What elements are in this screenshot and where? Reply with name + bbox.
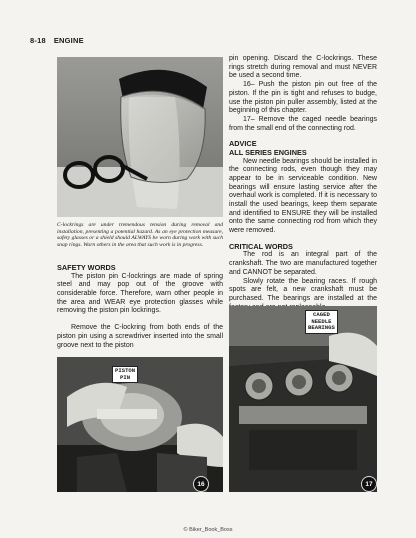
figure-16-number: 16 bbox=[193, 476, 209, 492]
critical-words-heading: CRITICAL WORDS bbox=[229, 241, 293, 251]
page-number: 8-18 bbox=[30, 36, 46, 45]
bearings-callout-line1: CAGED bbox=[313, 311, 330, 318]
step-16-paragraph: 16– Push the piston pin out free of the piston. If the pin is tight and refuses to budge, use the piston pin puller assembly, listed at the beginning of this chapter. bbox=[229, 81, 377, 115]
advice-heading: ADVICE bbox=[229, 139, 257, 149]
watermark-text: © Biker_Book_Boss bbox=[183, 527, 233, 533]
figure-16-photo bbox=[57, 357, 223, 492]
all-series-heading: ALL SERIES ENGINES bbox=[229, 147, 307, 157]
step-17-paragraph: 17– Remove the caged needle bearings from the small end of the connecting rod. bbox=[229, 115, 377, 132]
figure-17-photo bbox=[229, 306, 377, 492]
bearings-callout-line2: NEEDLE bbox=[311, 317, 332, 325]
figure-17-number: 17 bbox=[361, 476, 377, 492]
advice-paragraph: New needle bearings should be installed in the connecting rods, even though they may appear to be in serviceable condition. New bearings will ensure lasting service after the overhaul work is completed. If it is necessary to install the used bearings, keep them separate and identified to ENSURE they will be installed onto the same connecting rod from which they were removed. bbox=[229, 157, 377, 235]
bearings-callout-line3: BEARINGS bbox=[308, 324, 335, 332]
continued-paragraph: pin opening. Discard the C-lockrings. These rings stretch during removal and must NEVER be used a second time. bbox=[229, 55, 377, 80]
safety-glasses-photo bbox=[57, 57, 223, 217]
photo-caption: C-lockrings are under tremendous tension during removal and installation, presenting a potential hazard. As an eye protection measure, safety glasses or a shield should ALWAYS be worn during work with such snap rings. Warn others in the area that such work is in progress. bbox=[57, 222, 223, 248]
left-column bbox=[57, 264, 223, 350]
caged-needle-bearings-callout bbox=[305, 310, 338, 334]
piston-pin-callout-line2: PIN bbox=[120, 373, 131, 381]
page-header bbox=[30, 36, 84, 45]
critical-paragraph: The rod is an integral part of the crankshaft. The two are manufactured together and CANNOT be separated. bbox=[229, 251, 377, 276]
right-column bbox=[229, 55, 377, 312]
bearing-races-paragraph: Slowly rotate the bearing races. If rough spots are felt, a new crankshaft must be purchased. The bearings are installed at the bbox=[229, 277, 377, 302]
piston-pin-callout bbox=[112, 366, 138, 383]
piston-pin-callout-line1: PISTON bbox=[115, 367, 136, 374]
section-title: ENGINE bbox=[53, 36, 84, 45]
safety-words-heading: SAFETY WORDS bbox=[57, 263, 116, 272]
safety-paragraph: The piston pin C-lockrings are made of spring steel and may pop out of the groove with considerable force. Therefore, warn other people in the area and WEAR eye protection glasses while removing the piston pin lockrings. bbox=[57, 272, 223, 315]
remove-lockring-paragraph: Remove the C-lockring from both ends of the piston pin using a screwdriver inserted into the small groove next to the piston bbox=[57, 324, 223, 349]
